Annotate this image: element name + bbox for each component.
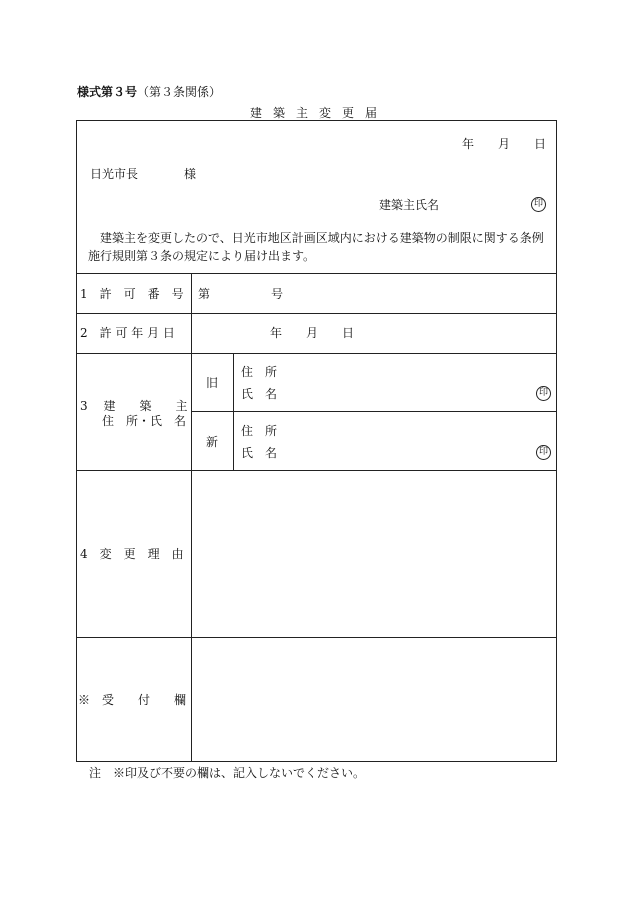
divider-row1 bbox=[76, 313, 557, 314]
old-name-label: 氏 名 bbox=[241, 387, 278, 401]
permit-date-year: 年 bbox=[270, 326, 283, 340]
receipt-field bbox=[193, 640, 555, 760]
permit-date-day: 日 bbox=[342, 326, 355, 340]
owner-label-line1: 3 建 築 主 bbox=[80, 399, 188, 413]
divider-top-section bbox=[76, 273, 557, 274]
label-column-divider bbox=[191, 273, 192, 762]
divider-row3 bbox=[76, 470, 557, 471]
old-owner-label: 旧 bbox=[206, 376, 219, 390]
permit-number-prefix: 第 bbox=[198, 287, 211, 301]
old-new-column-divider bbox=[233, 353, 234, 470]
permit-date-label: 2 許 可 年 月 日 bbox=[80, 326, 175, 340]
date-month: 月 bbox=[498, 137, 511, 151]
old-owner-seal-icon: 印 bbox=[536, 386, 551, 401]
permit-date-field[interactable] bbox=[193, 315, 555, 351]
permit-number-field[interactable] bbox=[211, 275, 269, 311]
new-owner-field[interactable] bbox=[280, 414, 530, 466]
form-number-suffix: （第３条関係） bbox=[137, 85, 222, 99]
divider-old-new bbox=[191, 411, 557, 412]
form-number-main: 様式第３号 bbox=[77, 85, 138, 99]
divider-row2 bbox=[76, 353, 557, 354]
applicant-seal-icon: 印 bbox=[531, 197, 546, 212]
permit-number-label: 1 許 可 番 号 bbox=[80, 287, 184, 301]
permit-date-month: 月 bbox=[306, 326, 319, 340]
addressee: 日光市長 bbox=[90, 167, 139, 181]
new-owner-seal-icon: 印 bbox=[536, 445, 551, 460]
form-title: 建築主変更届 bbox=[249, 106, 388, 120]
footer-note: 注 ※印及び不要の欄は、記入しないでください。 bbox=[89, 766, 366, 780]
owner-label-line2: 住 所・氏 名 bbox=[102, 414, 187, 428]
notice-text: 建築主を変更したので、日光市地区計画区域内における建築物の制限に関する条例施行規則第３条の規定により届け出ます。 bbox=[88, 231, 544, 263]
divider-row4 bbox=[76, 637, 557, 638]
old-address-label: 住 所 bbox=[241, 365, 278, 379]
honorific: 様 bbox=[184, 167, 197, 181]
date-day: 日 bbox=[534, 137, 547, 151]
permit-number-suffix: 号 bbox=[271, 287, 284, 301]
old-owner-field[interactable] bbox=[280, 356, 530, 408]
form-number bbox=[77, 86, 221, 98]
change-reason-label: 4 変 更 理 由 bbox=[80, 547, 184, 561]
new-address-label: 住 所 bbox=[241, 424, 278, 438]
applicant-name-label: 建築主氏名 bbox=[379, 198, 440, 212]
date-year: 年 bbox=[462, 137, 475, 151]
change-reason-field[interactable] bbox=[193, 473, 555, 635]
new-name-label: 氏 名 bbox=[241, 446, 278, 460]
new-owner-label: 新 bbox=[206, 435, 219, 449]
receipt-label: ※ 受 付 欄 bbox=[78, 693, 187, 707]
